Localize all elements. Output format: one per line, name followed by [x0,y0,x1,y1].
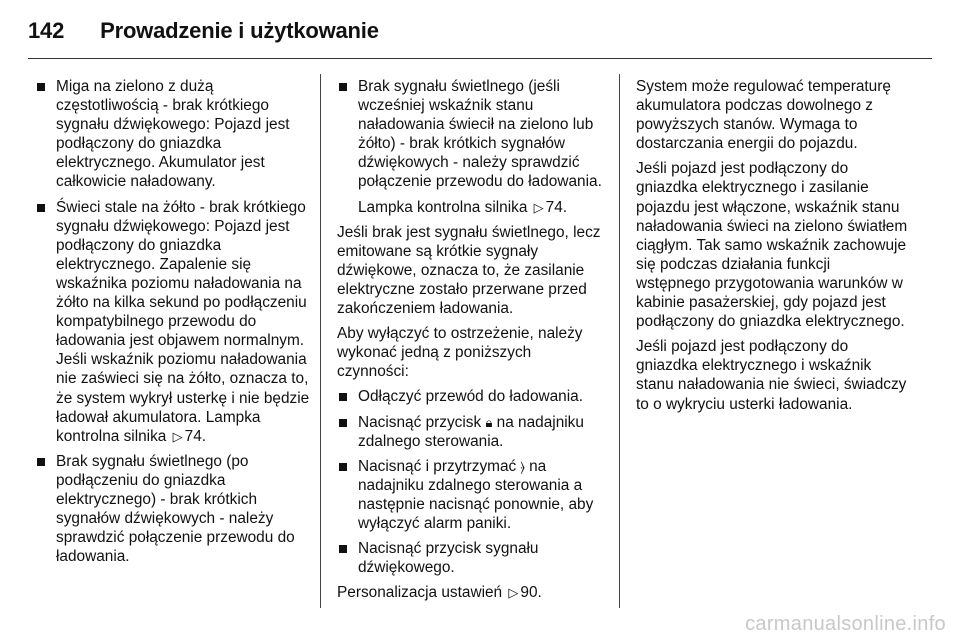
list-item-text: Nacisnąć i przytrzymać [358,457,517,475]
paragraph: System może regulować temperaturę akumulatora podczas dowolnego z powyższych stanów. Wymaga to dostarczania energii do pojazdu. [636,78,891,153]
column-3 [636,77,908,420]
column-2 [337,77,605,608]
list-item [35,452,310,567]
paragraph-text: Personalizacja ustawień [337,584,503,602]
paragraph: Aby wyłączyć to ostrzeżenie, należy wykonać jedną z poniższych czynności: [337,325,583,381]
list-item-text: Odłączyć przewód do ładowania. [358,388,583,406]
column-divider-2 [619,74,620,608]
list-item-text: Nacisnąć przycisk [358,413,482,431]
bullet-square-icon [339,393,347,401]
list-item [337,77,605,192]
column-1 [35,77,310,572]
page-number: 142 [28,18,65,43]
page-ref-arrow-icon: ▷ [533,199,544,215]
list-item [35,198,310,446]
list-item [337,539,605,577]
page-ref[interactable]: 74. [545,198,568,216]
list-item-text: na nadajniku zdalnego sterowania. [358,413,584,450]
watermark: carmanualsonline.info [745,613,946,635]
list-item-text: Brak sygnału świetlnego (jeśli wcześniej wskaźnik stanu naładowania świecił na zielono lub żółto) - brak krótkich sygnałów dźwiękowych - należy sprawdzić połączenie przewodu do ładowania. [358,78,602,191]
bullet-square-icon [339,463,347,471]
list-item [337,413,605,451]
list-item-text: Miga na zielono z dużą częstotliwością - brak krótkiego sygnału dźwiękowego: Pojazd jest podłączony do gniazdka elektrycznego. Akumulator jest całkowicie naładowany. [56,78,290,191]
page-header [28,18,379,44]
list-item [337,457,605,533]
page-title: Prowadzenie i użytkowanie [100,18,379,43]
list-item-text: na nadajniku zdalnego sterowania a następnie nacisnąć ponownie, aby wyłączyć alarm paniki. [358,457,594,532]
bullet-square-icon [37,458,45,466]
page-ref[interactable]: 74. [184,427,207,445]
list-item-text: Nacisnąć przycisk sygnału dźwiękowego. [358,540,539,577]
list-item [35,77,310,192]
list-item [337,387,605,406]
bullet-square-icon [37,83,45,91]
panic-icon: ⦒ [520,458,525,474]
list-item-text: Brak sygnału świetlnego (po podłączeniu do gniazdka elektrycznego) - brak krótkich sygnałów dźwiękowych - należy sprawdzić połączenie przewodu do ładowania. [56,452,295,566]
note-text: Lampka kontrolna silnika [358,198,528,216]
paragraph [337,583,605,602]
page-ref-arrow-icon: ▷ [172,428,183,444]
bullet-square-icon [339,419,347,427]
bullet-square-icon [37,204,45,212]
column-divider-1 [320,74,321,608]
page-ref[interactable]: 90. [520,584,542,602]
lock-icon: 🔒︎ [485,414,493,430]
paragraph: Jeśli brak jest sygnału świetlnego, lecz emitowane są krótkie sygnały dźwiękowe, oznacza to, że zasilanie elektryczne zostało przerwane przed zakończeniem ładowania. [337,223,601,318]
page-ref-arrow-icon: ▷ [508,585,519,601]
bullet-square-icon [339,545,347,553]
indented-note [337,198,605,217]
paragraph: Jeśli pojazd jest podłączony do gniazdka elektrycznego i zasilanie pojazdu jest włączone, wskaźnik stanu naładowania świeci na zielono światłem ciągłym. Tak samo wskaźnik zachowuje się podczas działania funkcji wstępnego przygotowania warunków w kabinie pasażerskiej, gdy pojazd jest podłączony do gniazdka elektrycznego. [636,160,908,331]
header-rule [28,58,932,59]
list-item-text: Świeci stale na żółto - brak krótkiego sygnału dźwiękowego: Pojazd jest podłączony do gniazdka elektrycznego. Zapalenie się wskaźnika poziomu naładowania na żółto na kilka sekund po podłączeniu kompatybilnego przewodu do ładowania jest objawem normalnym. Jeśli wskaźnik poziomu naładowania nie zaświeci się na żółto, oznacza to, że system wykrył usterkę i nie będzie ładował akumulatora. Lampka kontrolna silnika [56,198,310,445]
bullet-square-icon [339,83,347,91]
paragraph: Jeśli pojazd jest podłączony do gniazdka elektrycznego i wskaźnik stanu naładowania nie świeci, świadczy to o wykryciu usterki ładowania. [636,338,907,413]
